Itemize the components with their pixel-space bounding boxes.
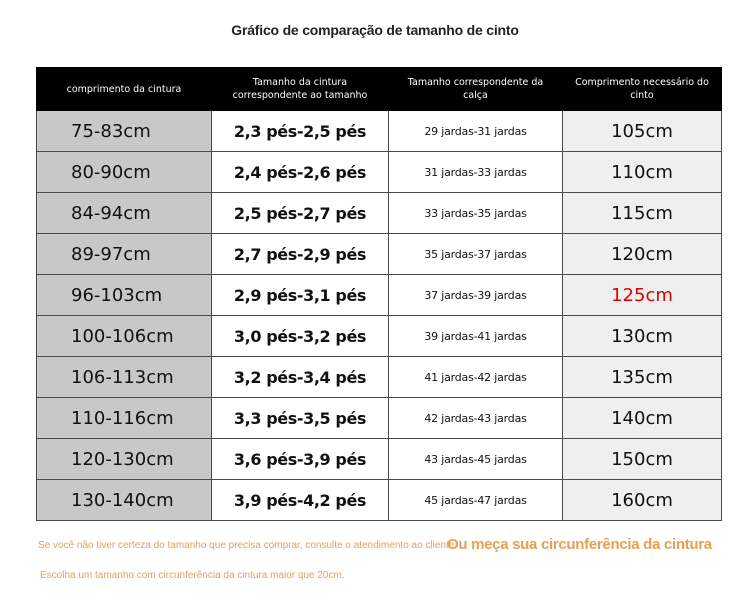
feet-cell: 3,0 pés-3,2 pés	[212, 316, 389, 357]
waist-cell: 100-106cm	[37, 316, 212, 357]
table-row	[37, 234, 722, 275]
pants-cell: 45 jardas-47 jardas	[389, 480, 563, 521]
feet-cell: 3,9 pés-4,2 pés	[212, 480, 389, 521]
table-row	[37, 152, 722, 193]
belt-cell: 115cm	[563, 193, 722, 234]
table-row	[37, 275, 722, 316]
feet-cell: 3,3 pés-3,5 pés	[212, 398, 389, 439]
table-row	[37, 111, 722, 152]
waist-cell: 84-94cm	[37, 193, 212, 234]
waist-cell: 89-97cm	[37, 234, 212, 275]
belt-cell: 130cm	[563, 316, 722, 357]
customer-service-note: Se você não tiver certeza do tamanho que precisa comprar, consulte o atendimento ao cliente	[38, 540, 455, 551]
header-waist-length: comprimento da cintura	[37, 68, 212, 111]
belt-cell: 105cm	[563, 111, 722, 152]
feet-cell: 2,3 pés-2,5 pés	[212, 111, 389, 152]
pants-cell: 37 jardas-39 jardas	[389, 275, 563, 316]
belt-cell: 160cm	[563, 480, 722, 521]
waist-cell: 110-116cm	[37, 398, 212, 439]
pants-cell: 35 jardas-37 jardas	[389, 234, 563, 275]
size-advice-note: Escolha um tamanho com circunferência da cintura maior que 20cm.	[40, 570, 345, 581]
belt-cell: 135cm	[563, 357, 722, 398]
waist-cell: 96-103cm	[37, 275, 212, 316]
waist-cell: 80-90cm	[37, 152, 212, 193]
header-belt-length: Comprimento necessário do cinto	[563, 68, 722, 111]
feet-cell: 2,7 pés-2,9 pés	[212, 234, 389, 275]
belt-cell-highlighted: 125cm	[563, 275, 722, 316]
table-row	[37, 398, 722, 439]
table-row	[37, 316, 722, 357]
waist-cell: 75-83cm	[37, 111, 212, 152]
feet-cell: 2,4 pés-2,6 pés	[212, 152, 389, 193]
header-pants-size: Tamanho correspondente da calça	[389, 68, 563, 111]
pants-cell: 29 jardas-31 jardas	[389, 111, 563, 152]
belt-cell: 140cm	[563, 398, 722, 439]
table-header-row	[37, 68, 722, 111]
pants-cell: 42 jardas-43 jardas	[389, 398, 563, 439]
feet-cell: 2,9 pés-3,1 pés	[212, 275, 389, 316]
feet-cell: 3,2 pés-3,4 pés	[212, 357, 389, 398]
page-title: Gráfico de comparação de tamanho de cinto	[231, 22, 519, 38]
table-row	[37, 357, 722, 398]
belt-cell: 120cm	[563, 234, 722, 275]
waist-cell: 106-113cm	[37, 357, 212, 398]
pants-cell: 31 jardas-33 jardas	[389, 152, 563, 193]
table-row	[37, 193, 722, 234]
table-row	[37, 480, 722, 521]
feet-cell: 3,6 pés-3,9 pés	[212, 439, 389, 480]
belt-cell: 110cm	[563, 152, 722, 193]
belt-cell: 150cm	[563, 439, 722, 480]
pants-cell: 33 jardas-35 jardas	[389, 193, 563, 234]
table-row	[37, 439, 722, 480]
measure-waist-note: Ou meça sua circunferência da cintura	[447, 536, 712, 553]
pants-cell: 41 jardas-42 jardas	[389, 357, 563, 398]
header-waist-size: Tamanho da cintura correspondente ao tamanho	[212, 68, 389, 111]
pants-cell: 43 jardas-45 jardas	[389, 439, 563, 480]
waist-cell: 120-130cm	[37, 439, 212, 480]
waist-cell: 130-140cm	[37, 480, 212, 521]
pants-cell: 39 jardas-41 jardas	[389, 316, 563, 357]
belt-size-table	[36, 67, 722, 521]
feet-cell: 2,5 pés-2,7 pés	[212, 193, 389, 234]
